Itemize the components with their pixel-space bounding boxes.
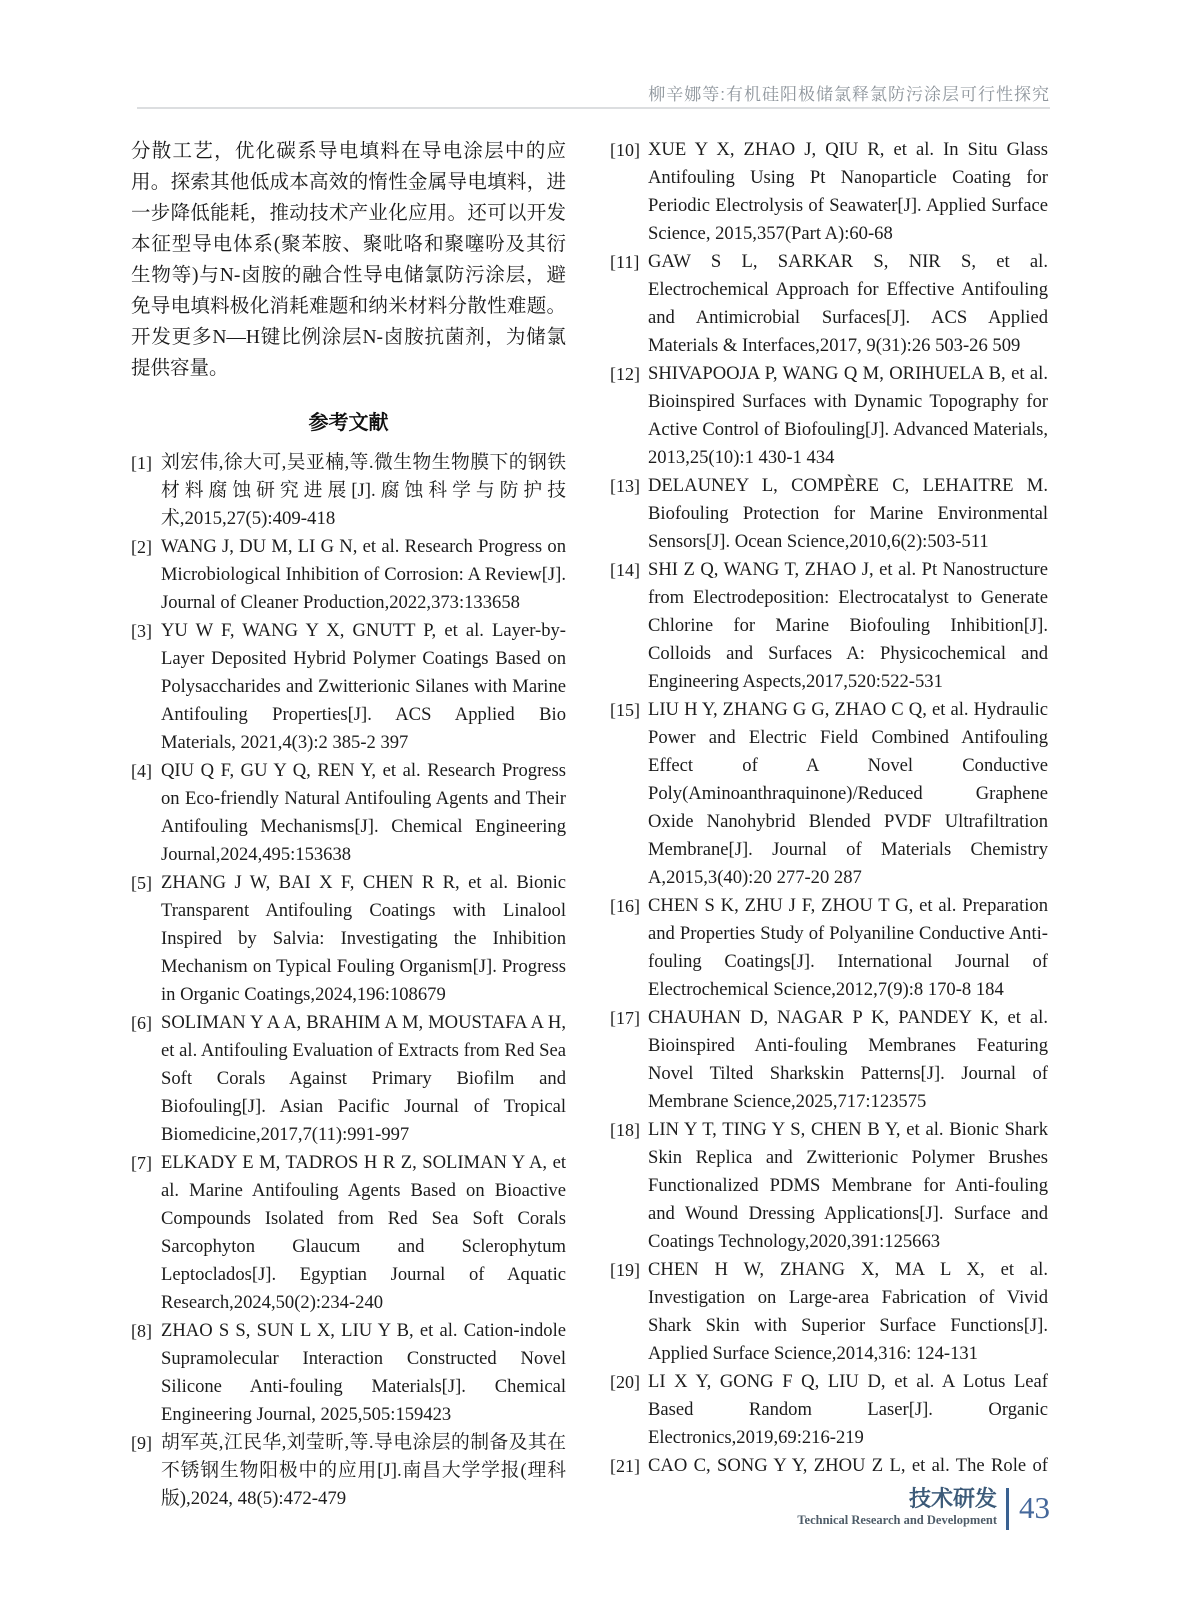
references-list-left [131,449,566,1513]
page-footer [797,1486,1050,1530]
reference-item [610,1452,1048,1480]
running-header [137,80,1050,105]
reference-item [610,696,1048,892]
reference-number: [14] [610,560,640,580]
reference-item [610,360,1048,472]
references-heading: 参考文献 [308,412,389,434]
reference-item [131,1149,566,1317]
reference-number: [16] [610,896,640,916]
reference-text: GAW S L, SARKAR S, NIR S, et al. Electrochemical Approach for Effective Antifouling and Antimicrobial Surfaces[J]. ACS Applied Materials & Interfaces,2017, 9(31):26 503-26 509 [648,251,1048,356]
reference-item [131,449,566,533]
reference-text: XUE Y X, ZHAO J, QIU R, et al. In Situ Glass Antifouling Using Pt Nanoparticle Coating for Periodic Electrolysis of Seawater[J]. Applied Surface Science, 2015,357(Part A):60-68 [648,139,1048,244]
reference-text: WANG J, DU M, LI G N, et al. Research Progress on Microbiological Inhibition of Corrosion: A Review[J]. Journal of Cleaner Production,2022,373:133658 [161,536,566,613]
reference-text: CHAUHAN D, NAGAR P K, PANDEY K, et al. Bioinspired Anti-fouling Membranes Featuring Novel Tilted Sharkskin Patterns[J]. Journal of Membrane Science,2025,717:123575 [648,1007,1048,1112]
reference-number: [20] [610,1372,640,1392]
reference-text: LI X Y, GONG F Q, LIU D, et al. A Lotus Leaf Based Random Laser[J]. Organic Electronics,2019,69:216-219 [648,1371,1048,1448]
reference-item [131,869,566,1009]
reference-item [610,892,1048,1004]
reference-text: 刘宏伟,徐大可,吴亚楠,等.微生物生物膜下的钢铁材料腐蚀研究进展[J].腐蚀科学与防护技术,2015,27(5):409-418 [161,452,566,529]
reference-text: SHIVAPOOJA P, WANG Q M, ORIHUELA B, et al. Bioinspired Surfaces with Dynamic Topography for Active Control of Biofouling[J]. Advanced Materials, 2013,25(10):1 430-1 434 [648,363,1048,468]
reference-number: [11] [610,252,640,272]
reference-text: SHI Z Q, WANG T, ZHAO J, et al. Pt Nanostructure from Electrodeposition: Electrocatalyst to Generate Chlorine for Marine Biofouling Inhibition[J]. Colloids and Surfaces A: Physicochemical and Engineering Aspects,2017,520:522-531 [648,559,1048,692]
reference-number: [15] [610,700,640,720]
reference-text: CAO C, SONG Y Y, ZHOU Z L, et al. The Role of [648,1455,1048,1476]
reference-item [610,1368,1048,1452]
reference-item [131,1429,566,1513]
footer-section-title-en: Technical Research and Development [797,1513,997,1527]
reference-number: [12] [610,364,640,384]
reference-text: QIU Q F, GU Y Q, REN Y, et al. Research Progress on Eco-friendly Natural Antifouling Agents and Their Antifouling Mechanisms[J]. Chemical Engineering Journal,2024,495:153638 [161,760,566,865]
reference-item [610,136,1048,248]
reference-item [610,1256,1048,1368]
reference-number: [5] [131,873,152,893]
reference-text: CHEN S K, ZHU J F, ZHOU T G, et al. Preparation and Properties Study of Polyaniline Conductive Anti-fouling Coatings[J]. International Journal of Electrochemical Science,2012,7(9):8 170-8 184 [648,895,1048,1000]
reference-item [610,472,1048,556]
page-number: 43 [1019,1490,1050,1525]
reference-number: [2] [131,537,152,557]
reference-item [131,1317,566,1429]
reference-number: [1] [131,453,152,473]
header-rule [137,107,1050,109]
right-column [610,136,1048,1480]
reference-number: [17] [610,1008,640,1028]
reference-item [131,617,566,757]
reference-item [610,248,1048,360]
reference-number: [18] [610,1120,640,1140]
references-list-right [610,136,1048,1480]
reference-number: [9] [131,1433,152,1453]
footer-labels [797,1486,1006,1530]
reference-number: [4] [131,761,152,781]
reference-number: [8] [131,1321,152,1341]
footer-section-title-cn: 技术研发 [908,1486,997,1511]
reference-text: CHEN H W, ZHANG X, MA L X, et al. Investigation on Large-area Fabrication of Vivid Shark Skin with Superior Surface Functions[J]. Applied Surface Science,2014,316: 124-131 [648,1259,1048,1364]
reference-item [610,556,1048,696]
reference-item [610,1116,1048,1256]
reference-text: 胡军英,江民华,刘莹昕,等.导电涂层的制备及其在不锈钢生物阳极中的应用[J].南昌大学学报(理科版),2024, 48(5):472-479 [161,1432,566,1509]
reference-text: SOLIMAN Y A A, BRAHIM A M, MOUSTAFA A H, et al. Antifouling Evaluation of Extracts from Red Sea Soft Corals Against Primary Biofilm and Biofouling[J]. Asian Pacific Journal of Tropical Biomedicine,2017,7(11):991-997 [161,1012,566,1145]
reference-text: LIN Y T, TING Y S, CHEN B Y, et al. Bionic Shark Skin Replica and Zwitterionic Polymer Brushes Functionalized PDMS Membrane for Anti-fouling and Wound Dressing Applications[J]. Surface and Coatings Technology,2020,391:125663 [648,1119,1048,1252]
reference-number: [6] [131,1013,152,1033]
reference-text: ELKADY E M, TADROS H R Z, SOLIMAN Y A, et al. Marine Antifouling Agents Based on Bioactive Compounds Isolated from Red Sea Soft Corals Sarcophyton Glaucum and Sclerophytum Leptoclados[J]. Egyptian Journal of Aquatic Research,2024,50(2):234-240 [161,1152,566,1313]
reference-number: [7] [131,1153,152,1173]
reference-number: [3] [131,621,152,641]
reference-item [131,1009,566,1149]
reference-text: DELAUNEY L, COMPÈRE C, LEHAITRE M. Biofouling Protection for Marine Environmental Sensors[J]. Ocean Science,2010,6(2):503-511 [648,475,1048,552]
reference-item [131,757,566,869]
reference-item [131,533,566,617]
reference-number: [13] [610,476,640,496]
reference-text: ZHAO S S, SUN L X, LIU Y B, et al. Cation-indole Supramolecular Interaction Constructed Novel Silicone Anti-fouling Materials[J]. Chemical Engineering Journal, 2025,505:159423 [161,1320,566,1425]
reference-number: [21] [610,1456,640,1476]
running-header-text: 柳辛娜等:有机硅阳极储氯释氯防污涂层可行性探究 [648,85,1050,104]
closing-paragraph: 分散工艺，优化碳系导电填料在导电涂层中的应用。探索其他低成本高效的惰性金属导电填料，进一步降低能耗，推动技术产业化应用。还可以开发本征型导电体系(聚苯胺、聚吡咯和聚噻吩及其衍生物等)与N-卤胺的融合性导电储氯防污涂层，避免导电填料极化消耗难题和纳米材料分散性难题。开发更多N—H键比例涂层N-卤胺抗菌剂，为储氯提供容量。 [131,141,566,379]
reference-text: YU W F, WANG Y X, GNUTT P, et al. Layer-by-Layer Deposited Hybrid Polymer Coatings Based on Polysaccharides and Zwitterionic Silanes with Marine Antifouling Properties[J]. ACS Applied Bio Materials, 2021,4(3):2 385-2 397 [161,620,566,753]
left-column [131,136,566,1513]
reference-text: ZHANG J W, BAI X F, CHEN R R, et al. Bionic Transparent Antifouling Coatings with Linalool Inspired by Salvia: Investigating the Inhibition Mechanism on Typical Fouling Organism[J]. Progress in Organic Coatings,2024,196:108679 [161,872,566,1005]
reference-text: LIU H Y, ZHANG G G, ZHAO C Q, et al. Hydraulic Power and Electric Field Combined Antifouling Effect of A Novel Conductive Poly(Aminoanthraquinone)/Reduced Graphene Oxide Nanohybrid Blended PVDF Ultrafiltration Membrane[J]. Journal of Materials Chemistry A,2015,3(40):20 277-20 287 [648,699,1048,888]
reference-item [610,1004,1048,1116]
reference-number: [10] [610,140,640,160]
reference-number: [19] [610,1260,640,1280]
